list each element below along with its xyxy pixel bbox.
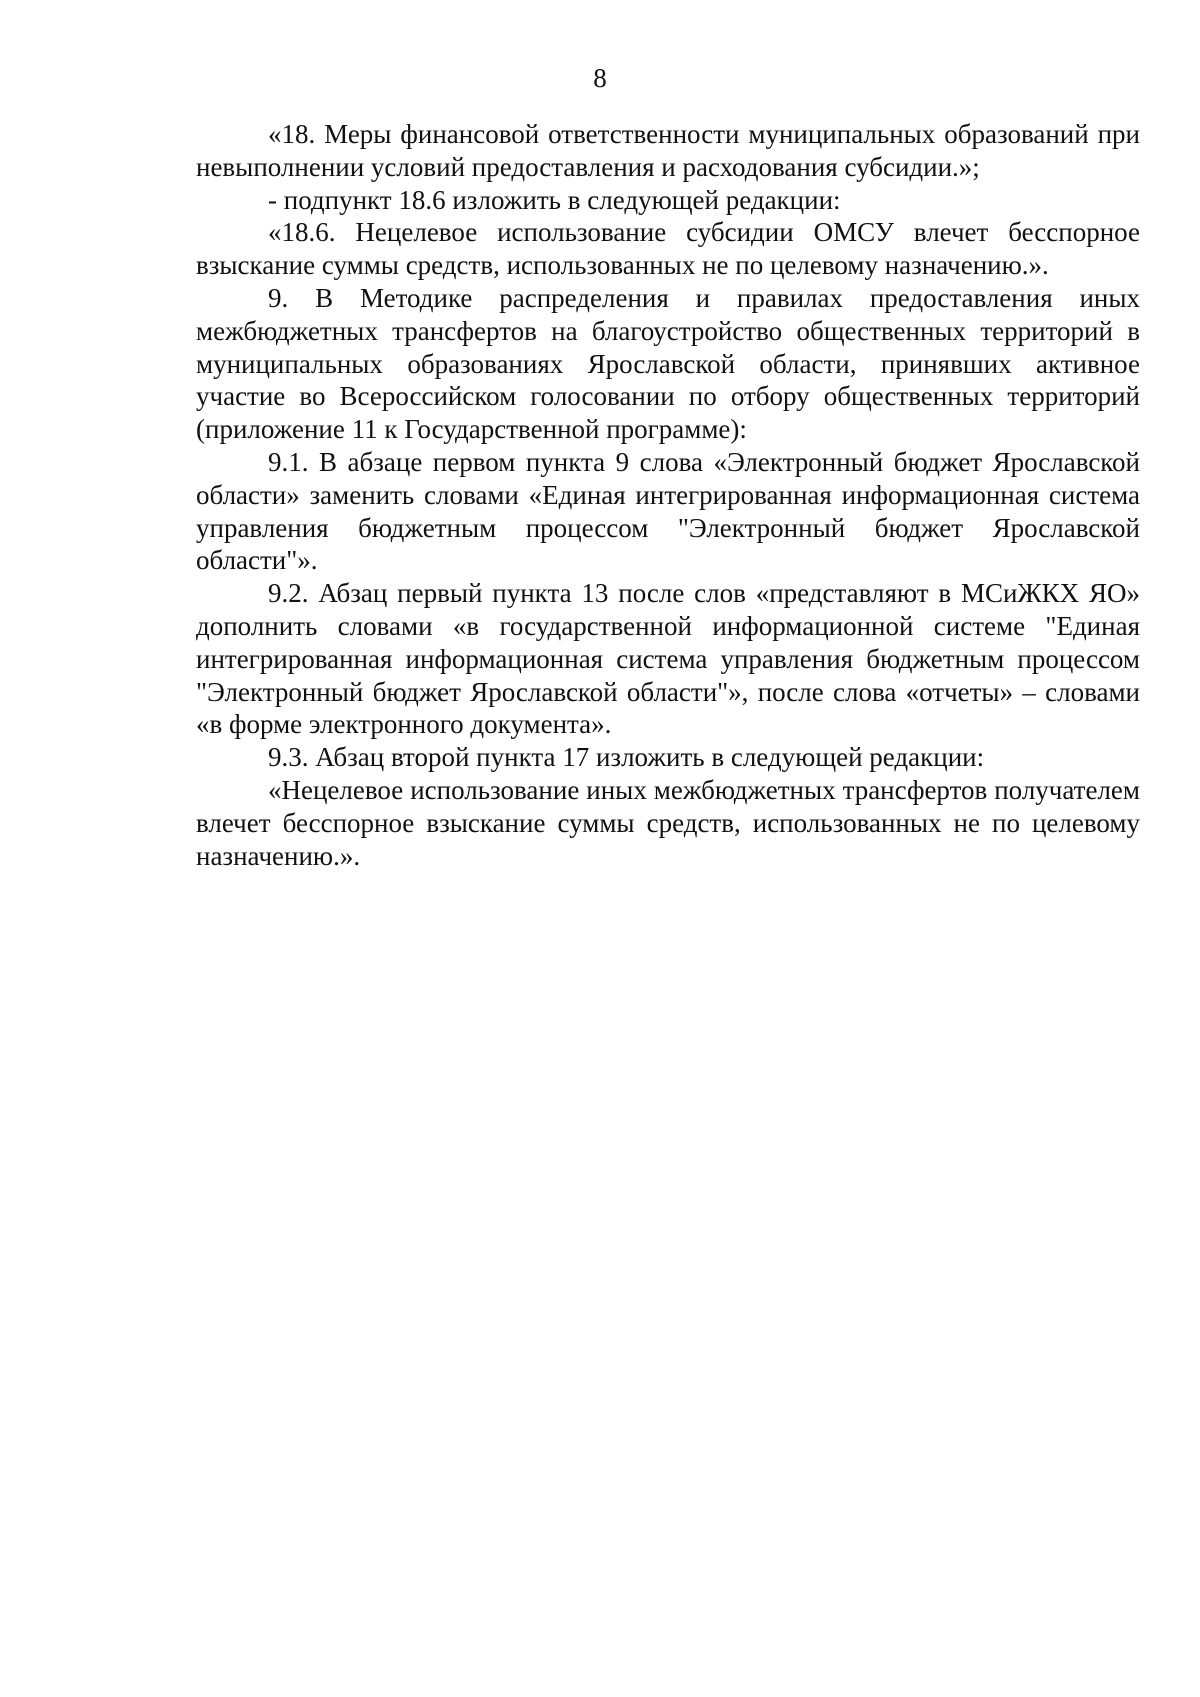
page-number: 8 [593,63,607,93]
paragraph-item-9-3: 9.3. Абзац второй пункта 17 изложить в следующей редакции: [268,742,985,773]
paragraph-item-9-3-text: «Нецелевое использование иных межбюджетных трансфертов получателем влечет бесспорное взыскание суммы средств, использованных не по целевому назначению.». [196,774,1140,871]
paragraph-item-9-2: 9.2. Абзац первый пункта 13 после слов «представляют в МСиЖКХ ЯО» дополнить словами «в государственной информационной системе "Единая интегрированная информационная система управления бюджетным процессом "Электронный бюджет Ярославской области"», после слова «отчеты» – словами «в форме электронного документа». [196,578,1140,740]
paragraph-subitem-18-6: «18.6. Нецелевое использование субсидии ОМСУ влечет бесспорное взыскание суммы средств, использованных не по целевому назначению.». [196,217,1140,281]
paragraph-item-18: «18. Меры финансовой ответственности муниципальных образований при невыполнении условий предоставления и расходования субсидии.»; [196,119,1140,182]
paragraph-subitem-18-6-intro: - подпункт 18.6 изложить в следующей редакции: [268,184,841,215]
paragraph-item-9-1: 9.1. В абзаце первом пункта 9 слова «Электронный бюджет Ярославской области» заменить словами «Единая интегрированная информационная система управления бюджетным процессом "Электронный бюджет Ярославской области"». [196,446,1140,576]
paragraph-item-9: 9. В Методике распределения и правилах предоставления иных межбюджетных трансфертов на благоустройство общественных территорий в муниципальных образованиях Ярославской области, принявших активное участие во Всероссийском голосовании по отбору общественных территорий (приложение 11 к Государственной программе): [196,282,1140,445]
document-body [196,118,1140,872]
